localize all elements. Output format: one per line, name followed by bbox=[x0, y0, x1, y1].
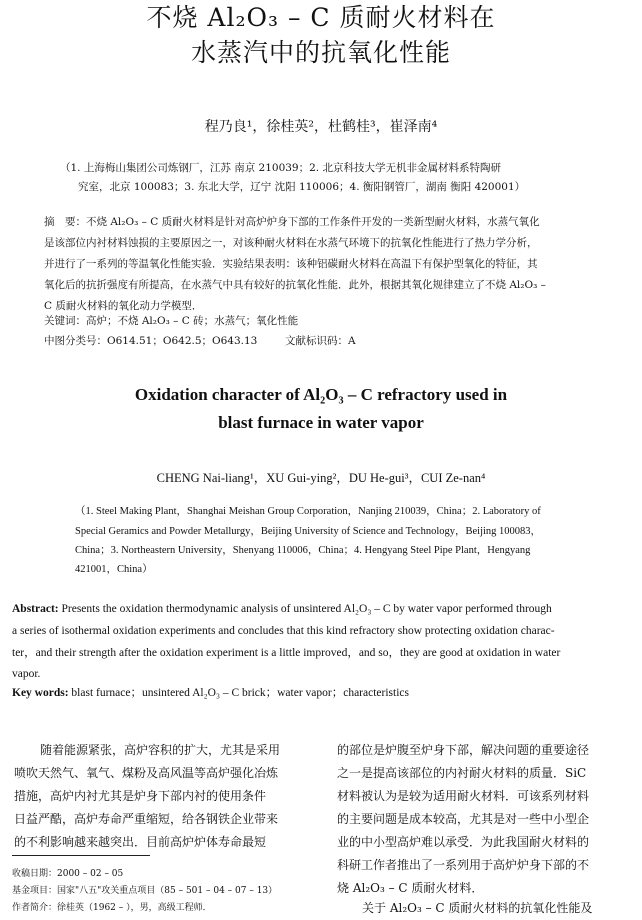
english-title-line-1: Oxidation character of Al₂O₃ – C refractory used in bbox=[134, 385, 508, 404]
english-abstract-line: vapor. bbox=[12, 668, 41, 680]
body-right-line: 材料被认为是较为适用耐火材料．可该系列材料 bbox=[337, 789, 590, 803]
footnote-fund: 基金项目：国家"八五"攻关重点项目（85 – 501 – 04 – 07 – 13） bbox=[12, 886, 278, 896]
body-left-line: 喷吹天然气、氧气、煤粉及高风温等高炉强化冶炼 bbox=[14, 766, 279, 780]
body-left-line: 随着能源紧张，高炉容积的扩大，尤其是采用 bbox=[40, 743, 281, 757]
chinese-abstract-line: 是该部位内衬材料蚀损的主要原因之一，对该种耐火材料在水蒸气环境下的抗氧化性能进行了热力学分析， bbox=[44, 237, 538, 249]
english-affiliation-line: China；3. Northeastern University，Shenyang 110006，China；4. Hengyang Steel Pipe Plant，Hengyang bbox=[75, 545, 531, 556]
document-code: 文献标识码：A bbox=[285, 335, 356, 347]
chinese-affiliation-line: （1. 上海梅山集团公司炼钢厂，江苏 南京 210039；2. 北京科技大学无机非金属材料系特陶研 bbox=[60, 162, 501, 174]
english-abstract-line: Abstract: Presents the oxidation thermodynamic analysis of unsintered Al₂O₃ – C by water vapor performed through bbox=[12, 603, 552, 615]
english-abstract-line: a series of isothermal oxidation experiments and concludes that this kind refractory show protecting oxidation charac- bbox=[12, 625, 555, 637]
body-left-line: 的不利影响越来越突出．目前高炉炉体寿命最短 bbox=[14, 835, 267, 849]
chinese-classification: 中图分类号：O614.51；O642.5；O643.13 bbox=[44, 335, 258, 347]
english-abstract-label: Abstract: bbox=[12, 603, 59, 615]
body-right-line: 科研工作者推出了一系列用于高炉炉身下部的不 bbox=[337, 858, 590, 872]
body-right-line: 业的中小型高炉难以承受．为此我国耐火材料的 bbox=[337, 835, 590, 849]
body-right-line: 之一是提高该部位的内衬耐火材料的质量．SiC bbox=[337, 766, 587, 780]
body-right-line: 烧 Al₂O₃ – C 质耐火材料． bbox=[337, 881, 484, 895]
chinese-title-line-2: 水蒸汽中的抗氧化性能 bbox=[190, 38, 451, 67]
english-authors: CHENG Nai-liang¹，XU Gui-ying²，DU He-gui³，CUI Ze-nan⁴ bbox=[156, 471, 486, 485]
chinese-authors: 程乃良¹，徐桂英²，杜鹤桂³，崔泽南⁴ bbox=[204, 119, 438, 135]
chinese-abstract-line: 氧化后的抗折强度有所提高，在水蒸气中具有较好的抗氧化性能．此外，根据其氧化规律建立了不烧 Al₂O₃ – bbox=[44, 279, 546, 291]
body-right-line: 的主要问题是成本较高，尤其是对一些中小型企 bbox=[337, 812, 590, 826]
chinese-keywords: 关键词：高炉；不烧 Al₂O₃ – C 砖；水蒸气；氧化性能 bbox=[44, 315, 299, 327]
english-affiliation-line: Special Geramics and Powder Metallurgy，Beijing University of Science and Technology，Beijing 100083， bbox=[75, 526, 542, 537]
english-affiliation-line: 421001，China） bbox=[75, 564, 153, 575]
body-left-line: 日益严酷，高炉寿命严重缩短，给各钢铁企业带来 bbox=[14, 812, 279, 826]
chinese-affiliation-line: 究室，北京 100083；3. 东北大学，辽宁 沈阳 110006；4. 衡阳钢管厂，湖南 衡阳 420001） bbox=[78, 181, 526, 193]
english-affiliation-line: （1. Steel Making Plant，Shanghai Meishan Group Corporation，Nanjing 210039，China；2. Laboratory of bbox=[75, 506, 541, 517]
chinese-abstract-line: C 质耐火材料的氧化动力学模型． bbox=[44, 300, 203, 312]
english-keywords-label: Key words: bbox=[12, 687, 69, 699]
english-keywords: Key words: blast furnace；unsintered Al₂O₃ – C brick；water vapor；characteristics bbox=[12, 687, 409, 699]
chinese-abstract-line: 摘 要：不烧 Al₂O₃ – C 质耐火材料是针对高炉炉身下部的工作条件开发的一类新型耐火材料，水蒸气氧化 bbox=[44, 216, 540, 228]
chinese-abstract-line: 并进行了一系列的等温氧化性能实验．实验结果表明：该种铝碳耐火材料在高温下有保护型氧化的特征，其 bbox=[44, 258, 538, 270]
body-right-line: 关于 Al₂O₃ – C 质耐火材料的抗氧化性能及 bbox=[362, 901, 593, 915]
chinese-abstract-label: 摘 要： bbox=[44, 216, 86, 228]
english-abstract-line: ter，and their strength after the oxidation experiment is a little improved，and so，they are good at oxidation in water bbox=[12, 647, 561, 659]
body-right-line: 的部位是炉腹至炉身下部，解决问题的重要途径 bbox=[337, 743, 590, 757]
footnote-divider bbox=[12, 855, 150, 856]
footnote-author-bio: 作者简介：徐桂英（1962 – ），男，高级工程师． bbox=[12, 903, 212, 913]
footnote-received-date: 收稿日期：2000 – 02 – 05 bbox=[12, 869, 124, 879]
body-left-line: 措施，高炉内衬尤其是炉身下部内衬的使用条件 bbox=[14, 789, 267, 803]
chinese-title-line-1: 不烧 Al₂O₃ – C 质耐火材料在 bbox=[146, 3, 496, 32]
english-title-line-2: blast furnace in water vapor bbox=[218, 413, 424, 432]
